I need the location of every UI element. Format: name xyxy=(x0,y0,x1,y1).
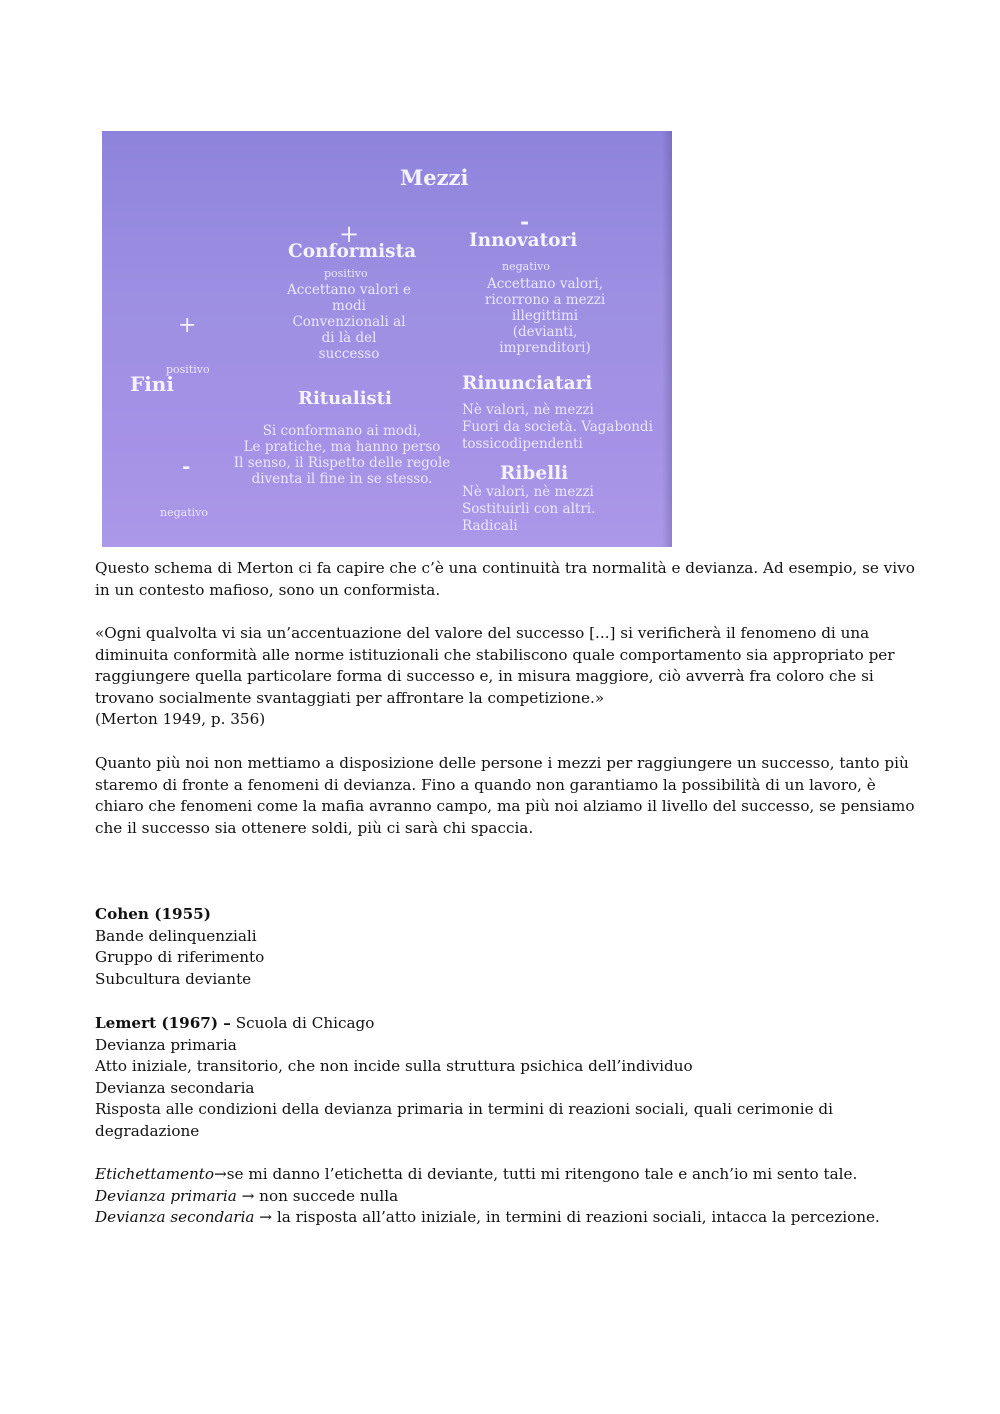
section-definitions xyxy=(95,1164,925,1229)
lemert-title: Lemert (1967) – xyxy=(95,1014,231,1032)
arrow-icon: → xyxy=(254,1208,273,1227)
slide-mezzi-label: Mezzi xyxy=(400,165,469,190)
paragraph-devianza: Quanto più noi non mettiamo a disposizione delle persone i mezzi per raggiungere un successo, tanto più staremo di fronte a fenomeni di devianza. Fino a quando non garantiamo la possibilità di un lavoro, è chiaro che fenomeni come la mafia avranno campo, ma più noi alziamo il livello del successo, se pensiamo che il successo sia ottenere soldi, più ci sarà chi spaccia. xyxy=(95,754,915,837)
cohen-title: Cohen (1955) xyxy=(95,905,211,923)
slide-innovatori-title: Innovatori xyxy=(469,230,578,251)
lemert-item: Risposta alle condizioni della devianza primaria in termini di reazioni sociali, quali cerimonie di degradazione xyxy=(95,1100,834,1140)
slide-ritualisti-text: Si conformano ai modi, Le pratiche, ma hanno perso Il senso, il Rispetto delle regole diventa il fine in se stesso. xyxy=(233,423,451,487)
slide-rinunciatari-title: Rinunciatari xyxy=(462,373,593,394)
slide-innovatori-text: Accettano valori, ricorrono a mezzi illegittimi (devianti, imprenditori) xyxy=(484,276,606,356)
slide-conformista-title: Conformista xyxy=(288,241,417,262)
slide-ribelli-text: Nè valori, nè mezzi Sostituirli con altri. Radicali xyxy=(462,484,596,534)
quote-citation: (Merton 1949, p. 356) xyxy=(95,710,266,729)
slide-plus-mezzi: + xyxy=(339,220,360,248)
slide-minus-fini: - xyxy=(182,454,191,478)
paragraph-merton-schema: Questo schema di Merton ci fa capire che c’è una continuità tra normalità e devianza. Ad esempio, se vivo in un contesto mafioso, sono un conformista. xyxy=(95,559,915,599)
slide-ribelli-title: Ribelli xyxy=(500,463,569,484)
lemert-title-rest: Scuola di Chicago xyxy=(230,1014,375,1032)
lemert-item: Devianza primaria xyxy=(95,1035,237,1054)
slide-rinunciatari-text: Nè valori, nè mezzi Fuori da società. Vagabondi tossicodipendenti xyxy=(462,402,653,452)
section-lemert xyxy=(95,1013,925,1143)
cohen-item: Subcultura deviante xyxy=(95,969,252,988)
quote-text: «Ogni qualvolta vi sia un’accentuazione del valore del successo [...] si verificherà il fenomeno di una diminuita conformità alle norme istituzionali che stabiliscono quale comportamento sia appropriato per raggiungere quella particolare forma di successo e, in misura maggiore, ciò avverrà fra coloro che si trovano socialmente svantaggiati per affrontare la competizione.» xyxy=(95,624,895,707)
section-cohen xyxy=(95,904,925,990)
slide-plus-fini: + xyxy=(178,313,197,338)
merton-quote xyxy=(95,623,925,731)
lemert-item: Devianza secondaria xyxy=(95,1078,255,1097)
definition-etichettamento: Etichettamento→se mi danno l’etichetta di deviante, tutti mi ritengono tale e anch’io mi sento tale. xyxy=(95,1165,858,1183)
cohen-item: Bande delinquenziali xyxy=(95,926,257,945)
slide-ritualisti-title: Ritualisti xyxy=(298,388,392,409)
merton-slide-image xyxy=(102,131,672,547)
lemert-item: Atto iniziale, transitorio, che non incide sulla struttura psichica dell’individuo xyxy=(95,1057,693,1076)
slide-conformista-sub: positivo xyxy=(324,267,368,280)
definition-devianza-primaria: Devianza primaria → non succede nulla xyxy=(95,1186,399,1205)
arrow-icon: → xyxy=(236,1186,255,1205)
slide-minus-mezzi: - xyxy=(520,209,530,235)
slide-positivo-fini: positivo xyxy=(166,363,210,376)
definition-devianza-secondaria: Devianza secondaria → la risposta all’atto iniziale, in termini di reazioni sociali, intacca la percezione. xyxy=(95,1208,880,1227)
slide-conformista-text: Accettano valori e modi Convenzionali al di là del successo xyxy=(286,282,412,362)
slide-negativo-fini: negativo xyxy=(160,506,208,519)
arrow-icon: → xyxy=(214,1165,227,1183)
cohen-item: Gruppo di riferimento xyxy=(95,948,265,967)
lemert-heading xyxy=(95,1013,925,1035)
slide-innovatori-sub: negativo xyxy=(502,260,550,273)
slide-fini-label: Fini xyxy=(130,372,174,396)
